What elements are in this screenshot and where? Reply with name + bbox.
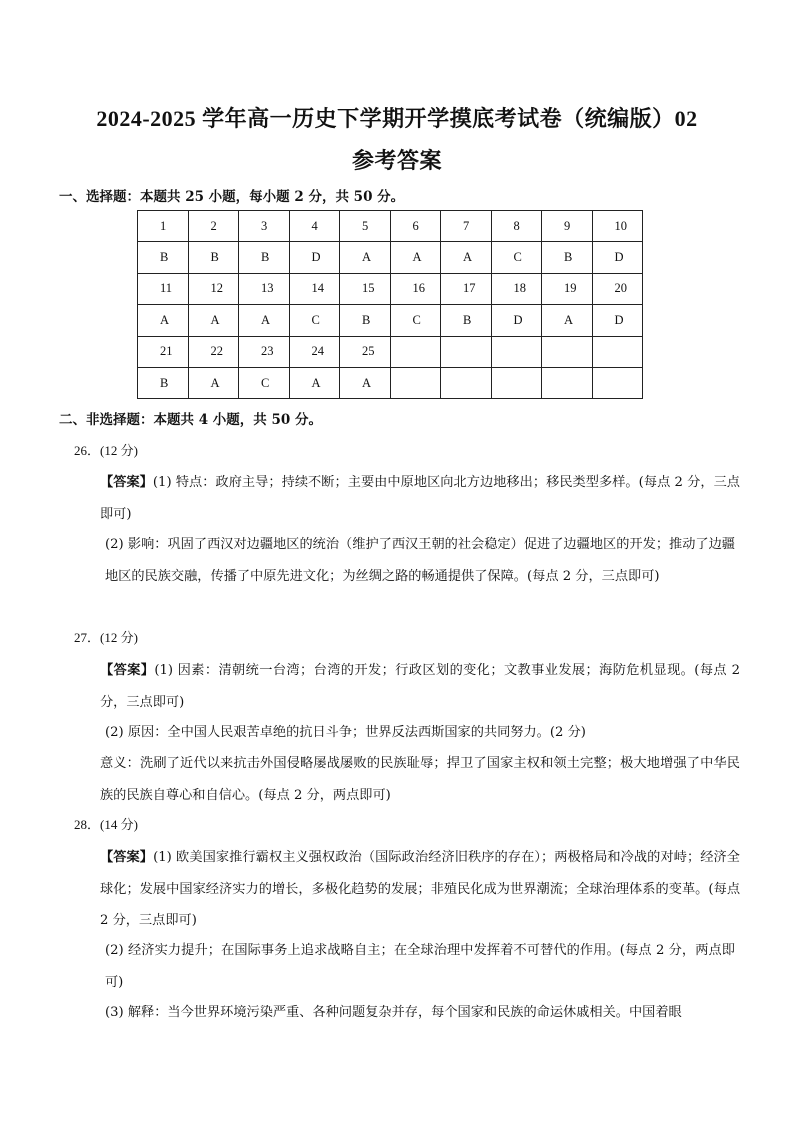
table-cell: A	[138, 305, 189, 336]
table-cell: B	[441, 305, 492, 336]
table-cell: 3	[239, 211, 290, 242]
question-27-number: 27．(12 分)	[74, 630, 138, 645]
table-cell: 21	[138, 336, 189, 367]
table-row	[138, 211, 643, 242]
answer-tag: 【答案】	[100, 850, 154, 865]
table-cell: 6	[390, 211, 441, 242]
table-cell: C	[239, 367, 290, 398]
table-cell: 8	[491, 211, 542, 242]
question-27-answer-3: 意义：洗刷了近代以来抗击外国侵略屡战屡败的民族耻辱；捍卫了国家主权和领土完整；极大地增强了中华民族的民族自尊心和自信心。(每点 2 分，两点即可)	[100, 756, 740, 803]
table-cell: C	[289, 305, 340, 336]
table-cell: 1	[138, 211, 189, 242]
table-cell: 15	[340, 273, 391, 304]
table-cell	[592, 367, 643, 398]
answer-tag: 【答案】	[100, 663, 155, 678]
table-cell: A	[340, 367, 391, 398]
table-cell: A	[390, 242, 441, 273]
table-row	[138, 336, 643, 367]
table-cell: A	[289, 367, 340, 398]
table-cell	[390, 367, 441, 398]
question-28-answer-1	[100, 842, 740, 937]
table-cell: 17	[441, 273, 492, 304]
table-cell: D	[289, 242, 340, 273]
table-cell: 11	[138, 273, 189, 304]
table-cell: A	[542, 305, 593, 336]
table-cell: B	[138, 367, 189, 398]
answer-table	[137, 210, 643, 399]
table-cell: A	[340, 242, 391, 273]
table-cell: B	[340, 305, 391, 336]
table-row	[138, 305, 643, 336]
table-cell	[441, 336, 492, 367]
table-cell: 25	[340, 336, 391, 367]
table-cell: 19	[542, 273, 593, 304]
table-cell: 24	[289, 336, 340, 367]
answer-text: (1) 因素：清朝统一台湾；台湾的开发；行政区划的变化；文教事业发展；海防危机显现。(每点 2 分，三点即可)	[100, 663, 740, 710]
table-cell: B	[542, 242, 593, 273]
table-row	[138, 273, 643, 304]
table-cell: 22	[188, 336, 239, 367]
question-28-number: 28．(14 分)	[74, 817, 138, 832]
question-28-answer-3: (3) 解释：当今世界环境污染严重、各种问题复杂并存，每个国家和民族的命运休戚相关。中国着眼	[105, 1005, 682, 1020]
table-cell: B	[138, 242, 189, 273]
table-cell: A	[441, 242, 492, 273]
table-cell: C	[491, 242, 542, 273]
table-cell	[542, 367, 593, 398]
table-cell: B	[239, 242, 290, 273]
table-cell	[491, 336, 542, 367]
table-cell	[441, 367, 492, 398]
table-cell: 16	[390, 273, 441, 304]
table-cell: 18	[491, 273, 542, 304]
table-cell: 13	[239, 273, 290, 304]
table-row	[138, 367, 643, 398]
table-cell: D	[491, 305, 542, 336]
table-cell	[542, 336, 593, 367]
page-subtitle: 参考答案	[351, 148, 442, 173]
table-cell: B	[188, 242, 239, 273]
table-cell: A	[188, 367, 239, 398]
page-title: 2024-2025 学年高一历史下学期开学摸底考试卷（统编版）02	[96, 106, 698, 131]
table-cell: 12	[188, 273, 239, 304]
question-27-answer-1	[100, 655, 740, 718]
table-cell: A	[239, 305, 290, 336]
question-26-answer-1	[100, 467, 740, 530]
table-cell: A	[188, 305, 239, 336]
question-26-number: 26．(12 分)	[74, 443, 138, 458]
question-26-answer-2: (2) 影响：巩固了西汉对边疆地区的统治（维护了西汉王朝的社会稳定）促进了边疆地区的开发；推动了边疆地区的民族交融，传播了中原先进文化；为丝绸之路的畅通提供了保障。(每点 2 分，三点即可)	[105, 537, 735, 584]
table-cell: 7	[441, 211, 492, 242]
answer-text: (1) 欧美国家推行霸权主义强权政治（国际政治经济旧秩序的存在）；两极格局和冷战的对峙；经济全球化；发展中国家经济实力的增长，多极化趋势的发展；非殖民化成为世界潮流；全球治理体系的变革。(每点 2 分，三点即可)	[100, 850, 740, 928]
question-27-answer-2: (2) 原因：全中国人民艰苦卓绝的抗日斗争；世界反法西斯国家的共同努力。(2 分)	[105, 725, 586, 740]
table-cell: 20	[592, 273, 643, 304]
table-cell: 5	[340, 211, 391, 242]
table-cell: 14	[289, 273, 340, 304]
table-cell	[491, 367, 542, 398]
section-1-heading: 一、选择题：本题共 25 小题，每小题 2 分，共 50 分。	[59, 189, 405, 205]
answer-tag: 【答案】	[100, 475, 153, 490]
table-row	[138, 242, 643, 273]
table-cell: C	[390, 305, 441, 336]
table-cell: D	[592, 305, 643, 336]
table-cell: 9	[542, 211, 593, 242]
table-cell: 10	[592, 211, 643, 242]
table-cell: 4	[289, 211, 340, 242]
answer-text: (1) 特点：政府主导；持续不断；主要由中原地区向北方边地移出；移民类型多样。(每点 2 分，三点即可)	[100, 475, 740, 522]
table-cell: D	[592, 242, 643, 273]
section-2-heading: 二、非选择题：本题共 4 小题，共 50 分。	[59, 412, 322, 428]
table-cell	[592, 336, 643, 367]
question-28-answer-2: (2) 经济实力提升；在国际事务上追求战略自主；在全球治理中发挥着不可替代的作用。(每点 2 分，两点即可)	[105, 943, 735, 990]
table-cell: 23	[239, 336, 290, 367]
table-cell	[390, 336, 441, 367]
table-cell: 2	[188, 211, 239, 242]
